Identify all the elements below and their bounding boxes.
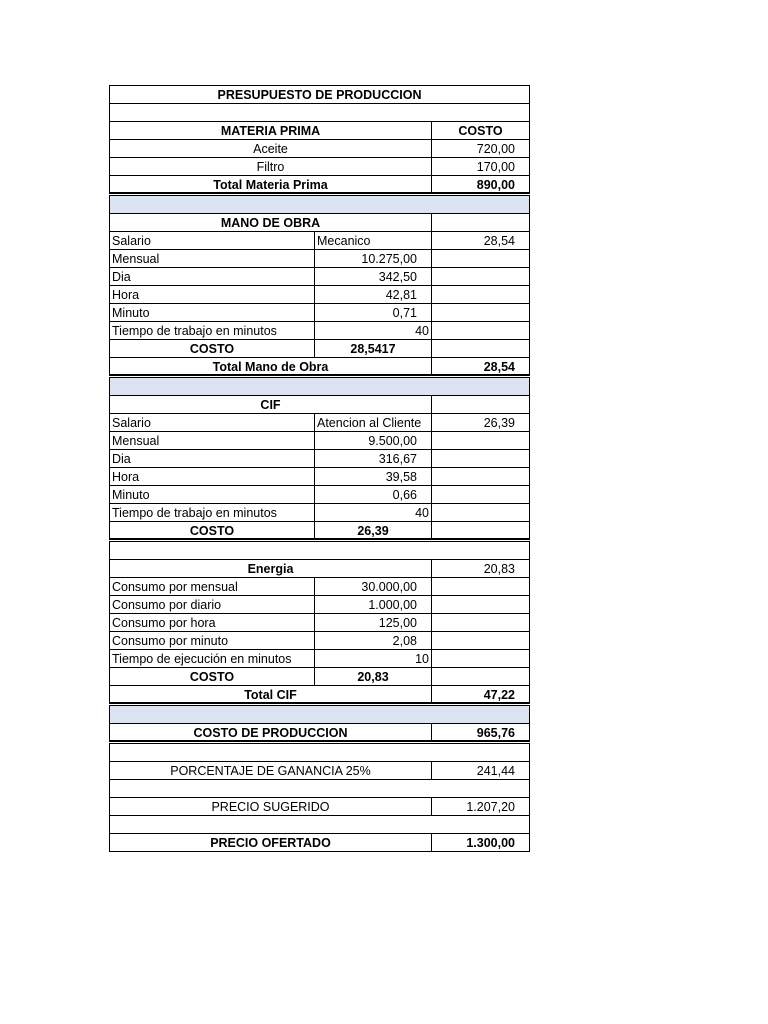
precio-sugerido-value[interactable]: 1.207,20 xyxy=(431,797,530,816)
row-value[interactable]: 40 xyxy=(314,503,432,522)
row-label[interactable]: Minuto xyxy=(109,485,315,504)
sheet-title[interactable]: PRESUPUESTO DE PRODUCCION xyxy=(109,85,530,104)
costo-value[interactable]: 26,39 xyxy=(314,521,432,540)
row-value[interactable]: 10 xyxy=(314,649,432,668)
row-label[interactable]: Tiempo de trabajo en minutos xyxy=(109,503,315,522)
empty-cell[interactable] xyxy=(431,467,530,486)
empty-cell[interactable] xyxy=(431,249,530,268)
row-label[interactable]: Hora xyxy=(109,467,315,486)
costo-value[interactable]: 20,83 xyxy=(314,667,432,686)
salario-label[interactable]: Salario xyxy=(109,231,315,250)
total-label[interactable]: Total Mano de Obra xyxy=(109,357,432,376)
item-cost[interactable]: 170,00 xyxy=(431,157,530,176)
empty-cell[interactable] xyxy=(431,213,530,232)
item-cost[interactable]: 720,00 xyxy=(431,139,530,158)
row-value[interactable]: 10.275,00 xyxy=(314,249,432,268)
empty-cell[interactable] xyxy=(431,667,530,686)
empty-cell[interactable] xyxy=(431,285,530,304)
row-label[interactable]: Dia xyxy=(109,449,315,468)
empty-cell[interactable] xyxy=(431,321,530,340)
energia-cost[interactable]: 20,83 xyxy=(431,559,530,578)
total-label[interactable]: Total Materia Prima xyxy=(109,175,432,194)
empty-cell[interactable] xyxy=(431,267,530,286)
energia-header[interactable]: Energia xyxy=(109,559,432,578)
empty-cell[interactable] xyxy=(431,595,530,614)
costo-produccion-value[interactable]: 965,76 xyxy=(431,723,530,742)
separator-cell[interactable] xyxy=(109,195,530,214)
costo-label[interactable]: COSTO xyxy=(109,521,315,540)
cost-header[interactable]: COSTO xyxy=(431,121,530,140)
row-value[interactable]: 2,08 xyxy=(314,631,432,650)
row-value[interactable]: 30.000,00 xyxy=(314,577,432,596)
row-label[interactable]: Tiempo de trabajo en minutos xyxy=(109,321,315,340)
row-value[interactable]: 342,50 xyxy=(314,267,432,286)
row-value[interactable]: 1.000,00 xyxy=(314,595,432,614)
row-label[interactable]: Mensual xyxy=(109,431,315,450)
row-label[interactable]: Consumo por mensual xyxy=(109,577,315,596)
row-label[interactable]: Consumo por diario xyxy=(109,595,315,614)
precio-ofertado-label[interactable]: PRECIO OFERTADO xyxy=(109,833,432,852)
row-label[interactable]: Consumo por minuto xyxy=(109,631,315,650)
total-value[interactable]: 890,00 xyxy=(431,175,530,194)
ganancia-label[interactable]: PORCENTAJE DE GANANCIA 25% xyxy=(109,761,432,780)
role-cost[interactable]: 26,39 xyxy=(431,413,530,432)
role-cost[interactable]: 28,54 xyxy=(431,231,530,250)
precio-ofertado-value[interactable]: 1.300,00 xyxy=(431,833,530,852)
ganancia-value[interactable]: 241,44 xyxy=(431,761,530,780)
row-value[interactable]: 39,58 xyxy=(314,467,432,486)
row-value[interactable]: 125,00 xyxy=(314,613,432,632)
empty-cell[interactable] xyxy=(431,613,530,632)
empty-cell[interactable] xyxy=(431,649,530,668)
row-label[interactable]: Mensual xyxy=(109,249,315,268)
separator-cell[interactable] xyxy=(109,705,530,724)
empty-cell[interactable] xyxy=(431,395,530,414)
empty-cell[interactable] xyxy=(431,485,530,504)
separator-cell[interactable] xyxy=(109,377,530,396)
empty-cell[interactable] xyxy=(431,503,530,522)
empty-cell[interactable] xyxy=(109,815,530,834)
row-label[interactable]: Tiempo de ejecución en minutos xyxy=(109,649,315,668)
total-value[interactable]: 28,54 xyxy=(431,357,530,376)
empty-cell[interactable] xyxy=(431,339,530,358)
empty-cell[interactable] xyxy=(431,449,530,468)
row-value[interactable]: 42,81 xyxy=(314,285,432,304)
precio-sugerido-label[interactable]: PRECIO SUGERIDO xyxy=(109,797,432,816)
costo-produccion-label[interactable]: COSTO DE PRODUCCION xyxy=(109,723,432,742)
cif-header[interactable]: CIF xyxy=(109,395,432,414)
mano-de-obra-header[interactable]: MANO DE OBRA xyxy=(109,213,432,232)
empty-cell[interactable] xyxy=(109,743,530,762)
row-value[interactable]: 0,71 xyxy=(314,303,432,322)
title-row xyxy=(110,86,530,104)
row-value[interactable]: 0,66 xyxy=(314,485,432,504)
row-label[interactable]: Hora xyxy=(109,285,315,304)
empty-cell[interactable] xyxy=(431,303,530,322)
role-cell[interactable]: Atencion al Cliente xyxy=(314,413,432,432)
row-label[interactable]: Dia xyxy=(109,267,315,286)
materia-prima-header[interactable]: MATERIA PRIMA xyxy=(109,121,432,140)
row-value[interactable]: 40 xyxy=(314,321,432,340)
empty-cell[interactable] xyxy=(431,521,530,540)
empty-cell[interactable] xyxy=(431,577,530,596)
row-label[interactable]: Consumo por hora xyxy=(109,613,315,632)
costo-label[interactable]: COSTO xyxy=(109,339,315,358)
empty-cell[interactable] xyxy=(109,779,530,798)
empty-cell[interactable] xyxy=(109,541,530,560)
salario-label[interactable]: Salario xyxy=(109,413,315,432)
row-label[interactable]: Minuto xyxy=(109,303,315,322)
item-name[interactable]: Filtro xyxy=(109,157,432,176)
item-name[interactable]: Aceite xyxy=(109,139,432,158)
row-value[interactable]: 9.500,00 xyxy=(314,431,432,450)
empty-cell[interactable] xyxy=(431,431,530,450)
row-value[interactable]: 316,67 xyxy=(314,449,432,468)
costo-value[interactable]: 28,5417 xyxy=(314,339,432,358)
role-cell[interactable]: Mecanico xyxy=(314,231,432,250)
empty-cell[interactable] xyxy=(431,631,530,650)
total-label[interactable]: Total CIF xyxy=(109,685,432,704)
costo-label[interactable]: COSTO xyxy=(109,667,315,686)
empty-cell[interactable] xyxy=(109,103,530,122)
total-value[interactable]: 47,22 xyxy=(431,685,530,704)
